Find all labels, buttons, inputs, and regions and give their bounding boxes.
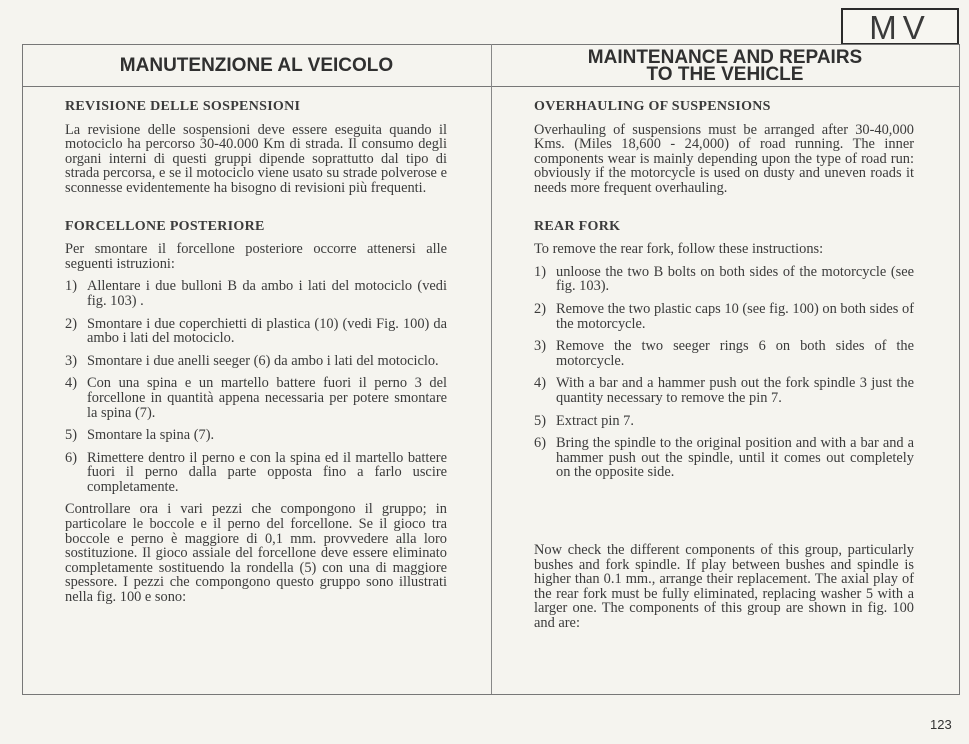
list-item: 1) unloose the two B bolts on both sides of the motorcycle (see fig. 103).	[534, 263, 914, 295]
rear-fork-intro-en: To remove the rear fork, follow these instructions:	[534, 241, 824, 258]
rear-fork-steps-en	[534, 265, 914, 480]
list-item: 2) Remove the two plastic caps 10 (see fig. 100) on both sides of the motorcycle.	[534, 300, 914, 332]
left-page-title: MANUTENZIONE AL VEICOLO	[119, 55, 394, 76]
list-item: 5) Extract pin 7.	[534, 412, 634, 429]
rear-fork-steps-it	[65, 279, 447, 494]
paragraph-suspensions-it: La revisione delle sospensioni deve essere eseguita quando il motociclo ha percorso 30-40.000 Km di strada. Il consumo degli organi interni di questi gruppi dipende soprattutto dal tipo di strada percorsa, e se il motociclo viene usato su strade polverose e sconnesse evidentemente ha bisogno di revisioni più frequenti.	[65, 121, 447, 196]
section-heading-suspensions-en: OVERHAULING OF SUSPENSIONS	[534, 99, 771, 114]
list-item: 4) Con una spina e un martello battere fuori il perno 3 del forcellone in quantità appena necessaria per potere smontare la spina (7).	[65, 375, 447, 421]
right-title-line-2: TO THE VEHICLE	[646, 64, 804, 85]
list-item: 5) Smontare la spina (7).	[65, 427, 215, 444]
list-item: 6) Rimettere dentro il perno e con la spina ed il martello battere fuori il perno dalla parte opposta fino a farlo uscire completamente.	[65, 449, 447, 495]
list-item: 2) Smontare i due coperchietti di plastica (10) (vedi Fig. 100) da ambo i lati del motociclo.	[65, 315, 447, 347]
section-heading-rear-fork-en: REAR FORK	[534, 218, 621, 234]
section-heading-rear-fork-it: FORCELLONE POSTERIORE	[65, 218, 265, 234]
list-item: 6) Bring the spindle to the original position and with a bar and a hammer push out the spindle, until it comes out completely on the opposite side.	[534, 435, 914, 481]
english-closing-block	[534, 543, 914, 631]
rear-fork-intro-it: Per smontare il forcellone posteriore occorre attenersi alle seguenti istruzioni:	[65, 241, 447, 272]
italian-column	[65, 100, 447, 605]
list-item: 4) With a bar and a hammer push out the fork spindle 3 just the quantity necessary to remove the pin 7.	[534, 375, 914, 406]
closing-paragraph-en: Now check the different components of this group, particularly bushes and fork spindle. If play between bushes and spindle is higher than 0.1 mm., arrange their replacement. The axial play of the rear fork must be fully eliminated, replacing washer 5 with a larger one. The components of this group are shown in fig. 100 and are:	[534, 542, 914, 631]
column-divider	[491, 44, 492, 694]
section-heading-suspensions-it: REVISIONE DELLE SOSPENSIONI	[65, 99, 301, 114]
list-item: 3) Remove the two seeger rings 6 on both sides of the motorcycle.	[534, 338, 914, 369]
right-title-line-1: MAINTENANCE AND REPAIRS	[587, 47, 863, 68]
page-number: 123	[930, 717, 952, 732]
english-column	[534, 100, 914, 488]
paragraph-suspensions-en: Overhauling of suspensions must be arranged after 30-40,000 Kms. (Miles 18,600 - 24,000) of road running. The inner components wear is mainly depending upon the type of road run: obviously if the motorcycle is used on dusty and uneven roads it needs more frequent overhauling.	[534, 121, 914, 196]
closing-paragraph-it: Controllare ora i vari pezzi che compongono il gruppo; in particolare le boccole e il perno del forcellone. Se il gioco tra boccole e perno è maggiore di 0,1 mm. provvedere alla loro sostituzione. Il gioco assiale del forcellone deve essere eliminato completamente sostituendo la rondella (5) con una di maggiore spessore. I pezzi che compongono questo gruppo sono illustrati nella fig. 100 e sono:	[65, 501, 447, 606]
brand-logo-text: MV	[869, 9, 931, 46]
list-item: 3) Smontare i due anelli seeger (6) da ambo i lati del motociclo.	[65, 352, 439, 369]
list-item: 1) Allentare i due bulloni B da ambo i lati del motociclo (vedi fig. 103) .	[65, 278, 447, 309]
right-page-title	[492, 49, 958, 83]
brand-logo	[841, 8, 959, 45]
